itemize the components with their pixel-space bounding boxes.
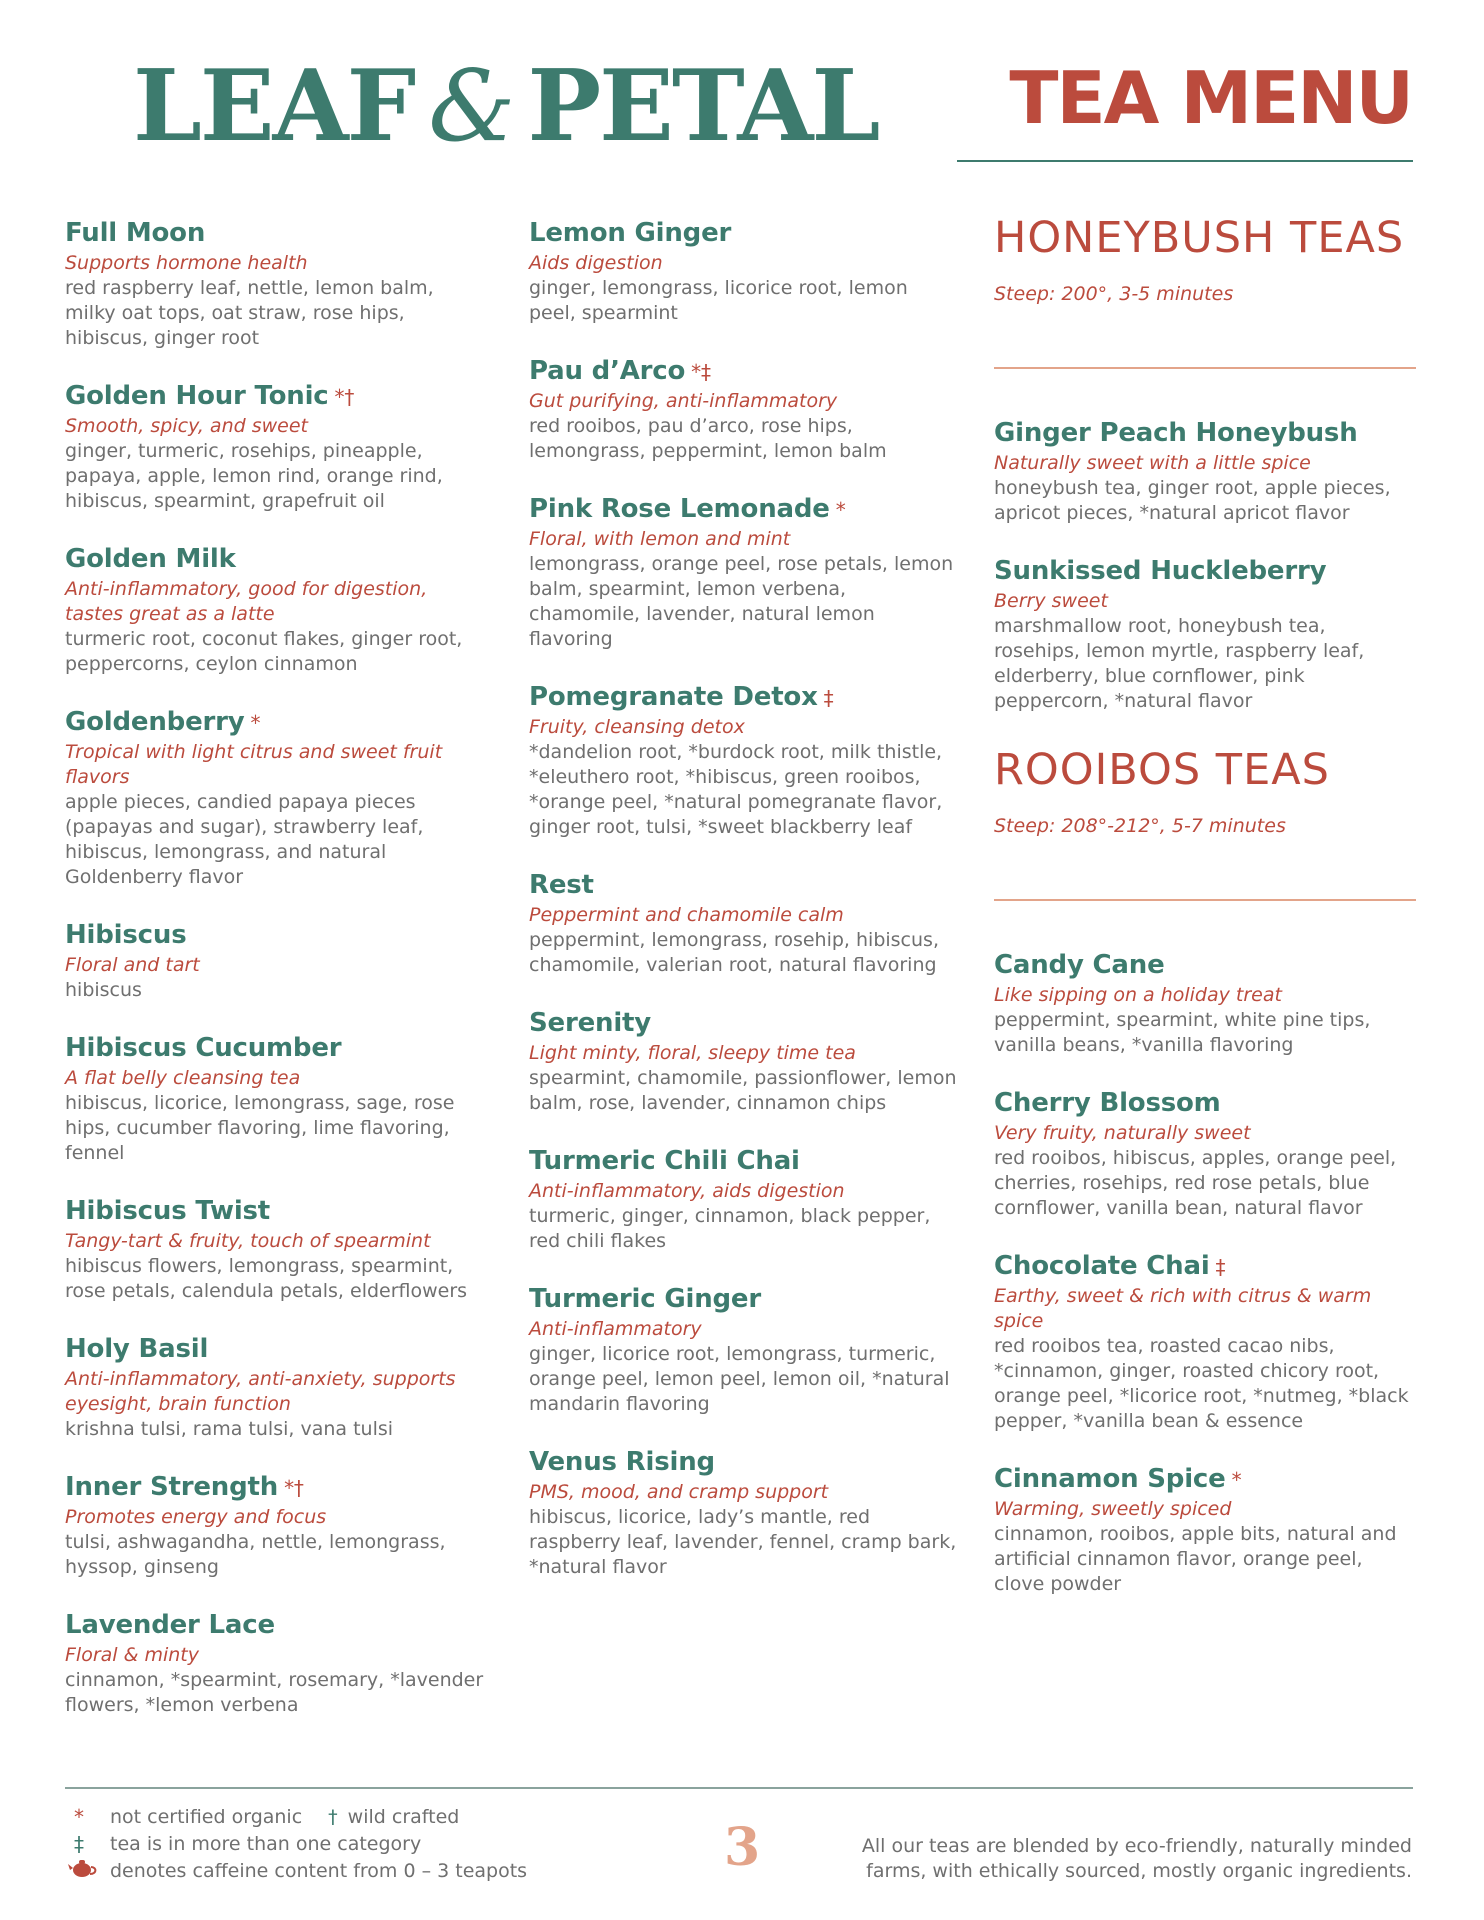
brand-word-leaf: LEAF [133, 49, 415, 164]
tea-name [529, 1006, 959, 1041]
section-divider [994, 367, 1416, 369]
tea-ingredients: lemongrass, orange peel, rose petals, lemon balm, spearmint, lemon verbena, chamomile, lavender, natural lemon flavoring [529, 553, 954, 650]
tea-name-text: Pomegranate Detox [529, 682, 818, 712]
tea-item [994, 554, 1416, 714]
tea-name-text: Lemon Ginger [529, 218, 732, 248]
double-dagger-symbol: ‡ [74, 1831, 84, 1856]
tea-item [529, 1445, 959, 1580]
tea-ingredients: turmeric, ginger, cinnamon, black pepper, red chili flakes [529, 1205, 931, 1252]
tea-name-text: Golden Milk [65, 544, 236, 574]
tea-tagline: Naturally sweet with a little spice [994, 452, 1311, 474]
tea-column-2 [529, 216, 959, 1608]
tea-name [994, 1462, 1416, 1497]
tea-name [65, 918, 485, 953]
footer-note: All our teas are blended by eco-friendly, naturally minded farms, with ethically sourced, mostly organic ingredients. [861, 1835, 1412, 1882]
brand-logo [133, 49, 879, 164]
tea-tagline: Anti-inflammatory [529, 1318, 702, 1340]
tea-name-text: Holy Basil [65, 1334, 209, 1364]
tea-item [65, 1470, 485, 1580]
tea-item [529, 1282, 959, 1417]
tea-tagline: Aids digestion [529, 252, 663, 274]
teapot-icon [68, 1857, 98, 1879]
tea-item [65, 1194, 485, 1304]
tea-tagline: Floral and tart [65, 954, 200, 976]
tea-ingredients: apple pieces, candied papaya pieces (papayas and sugar), strawberry leaf, hibiscus, lemongrass, and natural Goldenberry flavor [65, 791, 424, 888]
tea-ingredients: ginger, licorice root, lemongrass, turmeric, orange peel, lemon peel, lemon oil, *natural mandarin flavoring [529, 1343, 950, 1415]
section-divider [994, 899, 1416, 901]
tea-ingredients: turmeric root, coconut flakes, ginger root, peppercorns, ceylon cinnamon [65, 628, 463, 675]
tea-ingredients: hibiscus flowers, lemongrass, spearmint, rose petals, calendula petals, elderflowers [65, 1255, 468, 1302]
tea-ingredients: red rooibos tea, roasted cacao nibs, *cinnamon, ginger, roasted chicory root, orange peel, *licorice root, *nutmeg, *black pepper, *vanilla bean & essence [994, 1335, 1409, 1432]
tea-name [529, 492, 959, 527]
tea-tagline: Gut purifying, anti-inflammatory [529, 390, 838, 412]
tea-name-text: Lavender Lace [65, 1610, 275, 1640]
tea-section [994, 744, 1416, 1597]
tea-item [65, 542, 485, 677]
tea-name [994, 1086, 1416, 1121]
tea-name-text: Hibiscus Twist [65, 1196, 271, 1226]
tea-item [994, 1462, 1416, 1597]
tea-mark: *† [284, 1476, 304, 1500]
tea-item [994, 1086, 1416, 1221]
tea-name-text: Hibiscus Cucumber [65, 1033, 342, 1063]
tea-column-3 [994, 213, 1416, 1625]
tea-name-text: Venus Rising [529, 1447, 715, 1477]
tea-ingredients: cinnamon, rooibos, apple bits, natural and artificial cinnamon flavor, orange peel, clove powder [994, 1523, 1397, 1595]
tea-name-text: Pink Rose Lemonade [529, 494, 830, 524]
menu-title: TEA MENU [1009, 56, 1412, 140]
tea-name-text: Cinnamon Spice [994, 1464, 1226, 1494]
tea-item [529, 216, 959, 326]
tea-item [65, 1608, 485, 1718]
tea-name-text: Turmeric Ginger [529, 1284, 761, 1314]
tea-tagline: Promotes energy and focus [65, 1506, 327, 1528]
tea-ingredients: hibiscus, licorice, lady’s mantle, red raspberry leaf, lavender, fennel, cramp bark, *natural flavor [529, 1506, 957, 1578]
tea-name-text: Candy Cane [994, 950, 1165, 980]
tea-tagline: Floral, with lemon and mint [529, 528, 791, 550]
footer-divider [65, 1787, 1413, 1789]
tea-tagline: Like sipping on a holiday treat [994, 984, 1282, 1006]
double-dagger-text: tea is in more than one category [110, 1832, 422, 1855]
tea-column-1 [65, 216, 485, 1746]
legend-row-asterisk [68, 1803, 628, 1830]
tea-name-text: Goldenberry [65, 707, 245, 737]
dagger-symbol: † [328, 1805, 338, 1828]
page-number: 3 [724, 1817, 761, 1878]
tea-tagline: Peppermint and chamomile calm [529, 904, 844, 926]
tea-name-text: Inner Strength [65, 1472, 279, 1502]
tea-item [65, 379, 485, 514]
tea-name [529, 680, 959, 715]
tea-mark: *‡ [691, 360, 711, 384]
tea-mark: * [250, 711, 261, 735]
tea-ingredients: ginger, lemongrass, licorice root, lemon peel, spearmint [529, 277, 908, 324]
tea-tagline: Tangy-tart & fruity, touch of spearmint [65, 1230, 431, 1252]
tea-tagline: Anti-inflammatory, anti-anxiety, supports eyesight, brain function [65, 1368, 456, 1415]
tea-ingredients: red rooibos, pau d’arco, rose hips, lemongrass, peppermint, lemon balm [529, 415, 887, 462]
tea-name [65, 1194, 485, 1229]
tea-name-text: Ginger Peach Honeybush [994, 418, 1358, 448]
tea-item [529, 1144, 959, 1254]
tea-name [994, 416, 1416, 451]
tea-name-text: Hibiscus [65, 920, 187, 950]
tea-ingredients: cinnamon, *spearmint, rosemary, *lavender flowers, *lemon verbena [65, 1669, 484, 1716]
section-title: ROOIBOS TEAS [994, 745, 1330, 795]
tea-ingredients: ginger, turmeric, rosehips, pineapple, papaya, apple, lemon rind, orange rind, hibiscus, spearmint, grapefruit oil [65, 440, 443, 512]
tea-name [529, 216, 959, 251]
tea-ingredients: peppermint, spearmint, white pine tips, vanilla beans, *vanilla flavoring [994, 1009, 1371, 1056]
tea-item [65, 1031, 485, 1166]
tea-name-text: Chocolate Chai [994, 1251, 1210, 1281]
tea-name [65, 1031, 485, 1066]
tea-name [529, 1144, 959, 1179]
tea-tagline: Supports hormone health [65, 252, 308, 274]
tea-ingredients: *dandelion root, *burdock root, milk thistle, *eleuthero root, *hibiscus, green rooibos, *orange peel, *natural pomegranate flavor, ginger root, tulsi, *sweet blackberry leaf [529, 741, 943, 838]
tea-mark: * [835, 498, 846, 522]
tea-name [65, 705, 485, 740]
section-title: HONEYBUSH TEAS [994, 213, 1405, 263]
tea-name [65, 216, 485, 251]
brand-word-petal: PETAL [527, 49, 879, 164]
tea-tagline: Very fruity, naturally sweet [994, 1122, 1251, 1144]
tea-mark: ‡ [1215, 1255, 1226, 1279]
tea-item [529, 354, 959, 464]
tea-name [65, 1470, 485, 1505]
tea-item [994, 948, 1416, 1058]
legend-row-teapot [68, 1857, 628, 1884]
tea-item [65, 918, 485, 1003]
tea-name [65, 379, 485, 414]
tea-name-text: Sunkissed Huckleberry [994, 556, 1327, 586]
title-divider [957, 160, 1413, 162]
tea-tagline: Smooth, spicy, and sweet [65, 415, 308, 437]
tea-name-text: Pau d’Arco [529, 356, 686, 386]
tea-name [994, 554, 1416, 589]
tea-ingredients: tulsi, ashwagandha, nettle, lemongrass, hyssop, ginseng [65, 1531, 446, 1578]
tea-name [65, 1608, 485, 1643]
tea-tagline: Tropical with light citrus and sweet fruit flavors [65, 741, 443, 788]
tea-ingredients: marshmallow root, honeybush tea, rosehips, lemon myrtle, raspberry leaf, elderberry, blue cornflower, pink peppercorn, *natural flavor [994, 615, 1365, 712]
tea-name [529, 1282, 959, 1317]
steep-instructions: Steep: 200°, 3-5 minutes [994, 283, 1234, 305]
tea-name [529, 354, 959, 389]
tea-mark: * [1231, 1468, 1242, 1492]
tea-name-text: Cherry Blossom [994, 1088, 1221, 1118]
tea-name [65, 542, 485, 577]
tea-item [65, 216, 485, 351]
tea-ingredients: honeybush tea, ginger root, apple pieces, apricot pieces, *natural apricot flavor [994, 477, 1391, 524]
brand-ampersand: & [428, 50, 514, 164]
asterisk-text: not certified organic [110, 1805, 303, 1828]
tea-item [529, 868, 959, 978]
tea-tagline: PMS, mood, and cramp support [529, 1481, 829, 1503]
dagger-text: wild crafted [347, 1805, 460, 1828]
tea-ingredients: red rooibos, hibiscus, apples, orange peel, cherries, rosehips, red rose petals, blue cornflower, vanilla bean, natural flavor [994, 1147, 1397, 1219]
tea-name [65, 1332, 485, 1367]
tea-tagline: Light minty, floral, sleepy time tea [529, 1042, 856, 1064]
tea-mark: *† [334, 385, 355, 409]
tea-item [529, 492, 959, 652]
tea-item [529, 1006, 959, 1116]
tea-name-text: Rest [529, 870, 594, 900]
steep-instructions: Steep: 208°-212°, 5-7 minutes [994, 815, 1286, 837]
tea-ingredients: hibiscus, licorice, lemongrass, sage, rose hips, cucumber flavoring, lime flavoring, fennel [65, 1092, 455, 1164]
tea-tagline: Earthy, sweet & rich with citrus & warm spice [994, 1285, 1372, 1332]
tea-item [529, 680, 959, 840]
tea-item [994, 416, 1416, 526]
tea-tagline: A flat belly cleansing tea [65, 1067, 301, 1089]
tea-item [65, 705, 485, 890]
tea-name-text: Turmeric Chili Chai [529, 1146, 800, 1176]
tea-mark: ‡ [823, 686, 834, 710]
tea-ingredients: krishna tulsi, rama tulsi, vana tulsi [65, 1418, 394, 1440]
tea-item [65, 1332, 485, 1442]
legend-row-double-dagger [68, 1830, 628, 1857]
tea-tagline: Floral & minty [65, 1644, 199, 1666]
tea-name-text: Full Moon [65, 218, 206, 248]
tea-section [994, 212, 1416, 714]
tea-name [994, 1249, 1416, 1284]
teapot-text: denotes caffeine content from 0 – 3 teapots [110, 1859, 528, 1882]
tea-ingredients: peppermint, lemongrass, rosehip, hibiscus, chamomile, valerian root, natural flavoring [529, 929, 939, 976]
tea-name [529, 1445, 959, 1480]
tea-tagline: Anti-inflammatory, good for digestion, tastes great as a latte [65, 578, 428, 625]
tea-ingredients: hibiscus [65, 979, 142, 1001]
tea-tagline: Berry sweet [994, 590, 1108, 612]
tea-name [994, 948, 1416, 983]
tea-tagline: Anti-inflammatory, aids digestion [529, 1180, 845, 1202]
tea-ingredients: red raspberry leaf, nettle, lemon balm, milky oat tops, oat straw, rose hips, hibiscus, ginger root [65, 277, 434, 349]
tea-ingredients: spearmint, chamomile, passionflower, lemon balm, rose, lavender, cinnamon chips [529, 1067, 957, 1114]
tea-tagline: Warming, sweetly spiced [994, 1498, 1232, 1520]
legend [68, 1803, 628, 1884]
tea-item [994, 1249, 1416, 1434]
asterisk-symbol: * [74, 1804, 84, 1829]
tea-tagline: Fruity, cleansing detox [529, 716, 745, 738]
tea-name-text: Serenity [529, 1008, 652, 1038]
tea-name-text: Golden Hour Tonic [65, 381, 329, 411]
tea-name [529, 868, 959, 903]
